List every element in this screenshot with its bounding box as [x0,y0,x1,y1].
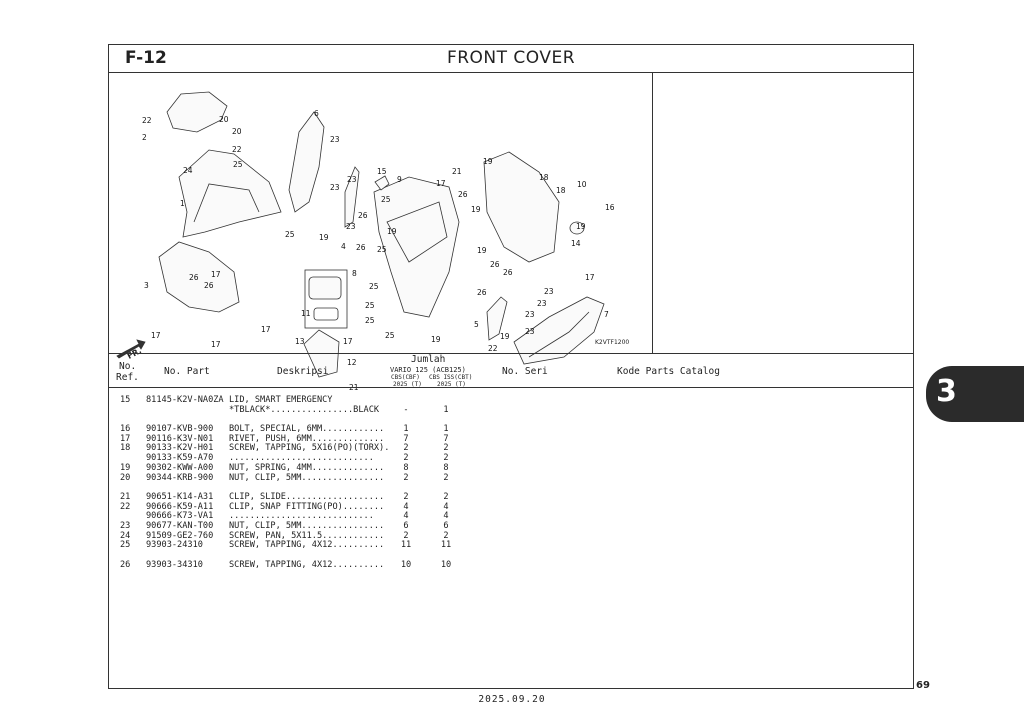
part-number: 90116-K3V-N01 [146,433,214,444]
qty-cbs-iss: 2 [443,530,449,541]
qty-cbs: 2 [403,443,409,454]
catalog-page-frame [108,44,914,689]
part-description: LID, SMART EMERGENCY [229,395,333,405]
page-number: 69 [916,680,930,691]
svg-text:12: 12 [347,358,357,367]
svg-text:19: 19 [500,332,510,341]
col-variant-1: CBS(CBF) [391,374,420,381]
svg-text:23: 23 [347,175,357,184]
svg-text:16: 16 [605,203,615,212]
svg-text:25: 25 [365,301,375,310]
table-row [109,474,913,484]
part-number: 93903-34310 [146,559,203,570]
svg-text:7: 7 [604,310,609,319]
svg-text:13: 13 [295,337,305,346]
svg-text:25: 25 [385,331,395,340]
svg-text:17: 17 [211,340,221,349]
svg-text:19: 19 [477,246,487,255]
svg-text:19: 19 [576,222,586,231]
svg-text:19: 19 [471,205,481,214]
svg-text:23: 23 [544,287,554,296]
ref-number: 24 [120,530,131,541]
part-number: 90107-KVB-900 [146,424,214,435]
page-header [109,45,913,73]
svg-text:17: 17 [585,273,595,282]
col-deskripsi: Deskripsi [277,366,329,377]
part-description: CLIP, SNAP FITTING(PO)........ [229,501,385,512]
svg-text:22: 22 [142,116,152,125]
part-8-lid [309,277,341,299]
svg-text:20: 20 [219,115,229,124]
svg-text:19: 19 [387,227,397,236]
part-description: SCREW, TAPPING, 5X16(PO)(TORX). [229,443,390,454]
qty-cbs: 1 [403,424,409,435]
svg-text:25: 25 [381,195,391,204]
ref-number: 17 [120,433,131,444]
part-description: SCREW, TAPPING, 4X12.......... [229,559,385,570]
figure-id: F-12 [125,48,167,68]
part-2-cover-top [167,92,227,132]
qty-cbs: 6 [403,520,409,531]
part-number: 93903-24310 [146,540,203,551]
svg-text:25: 25 [285,230,295,239]
qty-cbs-iss: 1 [443,404,449,415]
col-year-1: 2025 (T) [393,381,422,388]
part-number: 91509-GE2-760 [146,530,214,541]
part-description: NUT, CLIP, 5MM................ [229,472,385,483]
part-3-front-lower [159,242,239,312]
qty-cbs: 2 [403,453,409,464]
part-description: *TBLACK*................BLACK [229,404,380,415]
svg-text:26: 26 [503,268,513,277]
part-number: 81145-K2V-NA0ZA [146,395,224,405]
svg-text:17: 17 [343,337,353,346]
svg-text:15: 15 [377,167,387,176]
qty-cbs: 8 [403,462,409,473]
svg-text:20: 20 [232,127,242,136]
qty-cbs: 10 [400,559,412,570]
part-11-seal [314,308,338,320]
svg-text:26: 26 [356,243,366,252]
col-year-2: 2025 (T) [437,381,466,388]
svg-text:23: 23 [525,327,535,336]
ref-number: 26 [120,559,131,570]
table-header [109,353,913,388]
part-number: 90677-KAN-T00 [146,520,214,531]
part-number: 90133-K2V-H01 [146,443,214,454]
svg-text:10: 10 [577,180,587,189]
part-number: 90344-KRB-900 [146,472,214,483]
svg-text:22: 22 [488,344,498,353]
svg-text:3: 3 [144,281,149,290]
parts-table [109,396,913,570]
svg-text:21: 21 [349,383,359,392]
part-description: NUT, SPRING, 4MM.............. [229,462,385,473]
qty-cbs-iss: 10 [440,559,452,570]
part-number: 90666-K59-A11 [146,501,214,512]
ref-number: 22 [120,501,131,512]
svg-text:14: 14 [571,239,581,248]
front-direction-label: FR. [125,346,144,361]
svg-text:25: 25 [377,245,387,254]
ref-number: 15 [120,395,131,405]
part-number: 90666-K73-VA1 [146,511,214,522]
svg-text:25: 25 [369,282,379,291]
qty-cbs-iss: 6 [443,520,449,531]
svg-text:5: 5 [474,320,479,329]
qty-cbs-iss: 4 [443,501,449,512]
svg-text:18: 18 [539,173,549,182]
diagram-code: K2VTF1200 [595,339,630,346]
part-description: ............................ [229,511,374,522]
ref-number: 19 [120,462,131,473]
print-date: 2025.09.20 [478,694,546,705]
part-description: ............................ [229,453,374,464]
svg-text:9: 9 [397,175,402,184]
svg-text:23: 23 [330,183,340,192]
svg-text:24: 24 [183,166,193,175]
qty-cbs: 2 [403,472,409,483]
svg-text:19: 19 [319,233,329,242]
table-row [109,541,913,551]
part-description: BOLT, SPECIAL, 6MM............ [229,424,385,435]
qty-cbs: 7 [403,433,409,444]
part-6-side-panel [289,112,324,212]
svg-text:26: 26 [204,281,214,290]
part-description: CLIP, SLIDE................... [229,491,385,502]
svg-text:25: 25 [233,160,243,169]
svg-text:26: 26 [458,190,468,199]
qty-cbs: 4 [403,501,409,512]
svg-text:23: 23 [525,310,535,319]
svg-text:26: 26 [358,211,368,220]
qty-cbs-iss: 7 [443,433,449,444]
svg-text:18: 18 [556,186,566,195]
svg-text:25: 25 [365,316,375,325]
part-number: 90302-KWW-A00 [146,462,214,473]
page-title: FRONT COVER [446,48,576,68]
svg-text:17: 17 [211,270,221,279]
ref-number: 23 [120,520,131,531]
svg-text:23: 23 [330,135,340,144]
qty-cbs: 2 [403,491,409,502]
ref-number: 21 [120,491,131,502]
qty-cbs-iss: 2 [443,472,449,483]
table-row [109,561,913,571]
col-model: VARIO 125 (ACB125) [390,366,466,374]
col-no-part: No. Part [164,366,210,377]
qty-cbs-iss: 2 [443,491,449,502]
qty-cbs: 4 [403,511,409,522]
svg-text:17: 17 [436,179,446,188]
col-jumlah: Jumlah [411,354,446,365]
part-description: RIVET, PUSH, 6MM.............. [229,433,385,444]
ref-number: 20 [120,472,131,483]
part-number: 90651-K14-A31 [146,491,214,502]
svg-text:4: 4 [341,242,346,251]
svg-text:19: 19 [483,157,493,166]
section-number: 3 [936,374,957,409]
svg-text:17: 17 [151,331,161,340]
svg-text:19: 19 [431,335,441,344]
svg-text:8: 8 [352,269,357,278]
section-tab [926,366,1024,422]
qty-cbs-iss: 4 [443,511,449,522]
qty-cbs-iss: 2 [443,453,449,464]
svg-text:11: 11 [301,309,311,318]
svg-text:1: 1 [180,199,185,208]
svg-text:6: 6 [314,109,319,118]
qty-cbs-iss: 2 [443,443,449,454]
qty-cbs-iss: 8 [443,462,449,473]
qty-cbs: 11 [400,540,412,551]
qty-cbs: - [403,404,409,415]
svg-text:22: 22 [232,145,242,154]
ref-number: 25 [120,540,131,551]
part-description: SCREW, PAN, 5X11.5............ [229,530,385,541]
col-no-seri: No. Seri [502,366,548,377]
svg-text:26: 26 [477,288,487,297]
col-kode: Kode Parts Catalog [617,366,720,377]
qty-cbs-iss: 11 [440,540,452,551]
qty-cbs-iss: 1 [443,424,449,435]
part-number: 90133-K59-A70 [146,453,214,464]
col-no-ref: No. [119,361,137,372]
ref-number: 16 [120,424,131,435]
part-description: SCREW, TAPPING, 4X12.......... [229,540,385,551]
svg-text:26: 26 [189,273,199,282]
svg-text:2: 2 [142,133,147,142]
svg-text:26: 26 [490,260,500,269]
svg-text:17: 17 [261,325,271,334]
part-1-front-cover-upper [179,150,281,237]
col-variant-2: CBS ISS(CBT) [429,374,473,381]
svg-text:23: 23 [346,222,356,231]
table-row [109,406,913,416]
part-description: NUT, CLIP, 5MM................ [229,520,385,531]
svg-text:23: 23 [537,299,547,308]
qty-cbs: 2 [403,530,409,541]
part-14-inner-right [484,152,559,262]
ref-number: 18 [120,443,131,454]
svg-text:21: 21 [452,167,462,176]
col-no-ref-2: Ref. [116,372,139,383]
